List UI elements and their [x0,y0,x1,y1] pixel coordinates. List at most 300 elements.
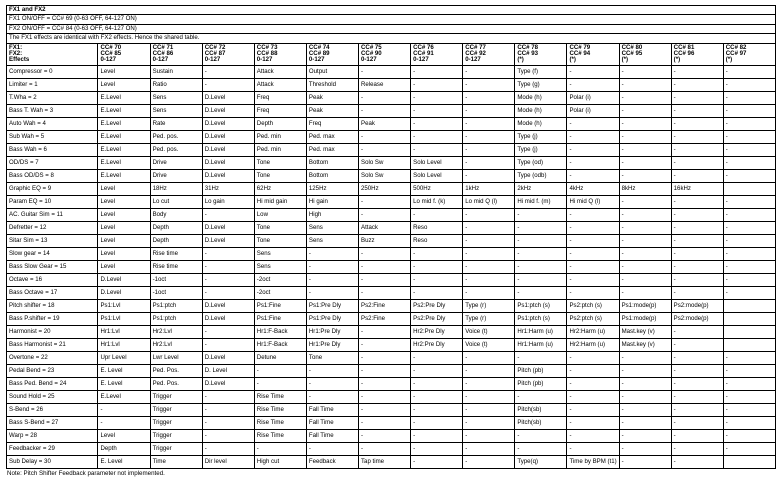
header-col-8 [515,43,567,65]
param-cell: - [202,273,254,286]
param-cell: - [619,143,671,156]
param-cell: - [723,377,775,390]
param-cell: Level [98,234,150,247]
param-cell: - [619,351,671,364]
param-cell: -2oct [254,273,306,286]
effect-name-cell: Bass OD/DS = 8 [7,169,98,182]
param-cell: 125Hz [306,182,358,195]
header-col-11-fx2: CC# 96 [673,49,695,57]
param-cell: 2kHz [515,182,567,195]
param-cell: - [671,260,723,273]
param-cell: - [671,65,723,78]
param-cell: Sustain [150,65,202,78]
param-cell: - [202,325,254,338]
param-cell: Ps1:ptch (s) [515,299,567,312]
header-col-2-fx2: CC# 87 [204,49,226,57]
param-cell: - [671,208,723,221]
table-row [7,182,776,195]
param-cell: - [671,247,723,260]
param-cell: Polar (i) [567,104,619,117]
param-cell: - [359,351,411,364]
param-cell: Threshold [306,78,358,91]
effect-name-cell: Feedbacker = 29 [7,442,98,455]
param-cell: Depth [150,221,202,234]
param-cell: - [671,351,723,364]
param-cell [723,325,775,338]
param-cell: - [411,208,463,221]
param-cell: Feedback [306,455,358,468]
param-cell: - [359,104,411,117]
param-cell: Type (r) [463,299,515,312]
param-cell: - [463,429,515,442]
param-cell: - [671,130,723,143]
param-cell: - [723,104,775,117]
param-cell: Trigger [150,390,202,403]
param-cell: Ps1:mode(p) [619,299,671,312]
param-cell: - [254,364,306,377]
param-cell: - [671,221,723,234]
header-col-6-range: 0-127 [413,56,429,64]
param-cell: Bottom [306,169,358,182]
param-cell: Hr2:Lvl [150,325,202,338]
param-cell: - [723,260,775,273]
param-cell: - [411,91,463,104]
param-cell: Level [98,195,150,208]
param-cell: - [671,403,723,416]
param-cell: - [202,429,254,442]
param-cell: - [463,234,515,247]
param-cell: - [463,65,515,78]
param-cell: Level [98,182,150,195]
param-cell: Sens [306,221,358,234]
param-cell: Hr1:F-Back [254,338,306,351]
param-cell: - [359,195,411,208]
param-cell: Level [98,260,150,273]
param-cell: Rise time [150,247,202,260]
param-cell: - [411,65,463,78]
param-cell: Type (g) [515,78,567,91]
param-cell: - [463,117,515,130]
param-cell: Body [150,208,202,221]
param-cell: - [463,208,515,221]
param-cell: - [411,273,463,286]
param-cell: - [359,91,411,104]
param-cell: - [671,169,723,182]
param-cell: - [723,429,775,442]
param-cell: - [567,403,619,416]
param-cell: Ps1:Lvl [98,299,150,312]
param-cell: D.Level [202,130,254,143]
param-cell: E. Level [98,364,150,377]
param-cell: 31Hz [202,182,254,195]
param-cell: Mode (h) [515,91,567,104]
header-col-5-range: 0-127 [361,56,377,64]
header-col-9-fx2: CC# 94 [569,49,591,57]
param-cell: - [619,273,671,286]
param-cell: - [306,260,358,273]
param-cell: Attack [359,221,411,234]
param-cell: - [306,377,358,390]
header-col-10-range: (*) [621,56,628,64]
param-cell: Level [98,208,150,221]
effect-name-cell: Slow gear = 14 [7,247,98,260]
param-cell: Ps1:Lvl [98,312,150,325]
param-cell: Rise Time [254,390,306,403]
effect-name-cell: Octave = 16 [7,273,98,286]
param-cell: Level [98,429,150,442]
param-cell: - [567,143,619,156]
param-cell: Detune [254,351,306,364]
param-cell: - [98,403,150,416]
table-row [7,390,776,403]
header-effects-label: Effects [9,56,30,64]
effect-name-cell: Bass Ped. Bend = 24 [7,377,98,390]
param-cell: Depth [150,234,202,247]
param-cell: - [671,195,723,208]
effect-name-cell: Compressor = 0 [7,65,98,78]
param-cell: - [515,221,567,234]
param-cell: Hr2:Harm (u) [567,325,619,338]
param-cell: Ped. max [306,143,358,156]
header-corner-cell [7,43,98,65]
param-cell: - [723,65,775,78]
effect-name-cell: Bass Octave = 17 [7,286,98,299]
param-cell: Fall Time [306,403,358,416]
param-cell: - [723,247,775,260]
param-cell: D.Level [202,312,254,325]
param-cell: Pitch(sb) [515,403,567,416]
param-cell: - [306,247,358,260]
header-col-6-fx2: CC# 91 [413,49,434,57]
param-cell: - [671,325,723,338]
param-cell: - [463,390,515,403]
param-cell: - [619,208,671,221]
header-col-6-fx1: CC# 76 [413,43,434,51]
param-cell: High [306,208,358,221]
param-cell: - [359,364,411,377]
header-col-10 [619,43,671,65]
param-cell: Solo Sw [359,156,411,169]
param-cell: Ps2:Pre Dly [411,312,463,325]
param-cell: - [463,442,515,455]
param-cell [723,455,775,468]
param-cell: - [463,273,515,286]
param-cell: Peak [306,91,358,104]
param-cell: - [515,273,567,286]
param-cell: - [463,260,515,273]
header-col-0-fx1: CC# 70 [100,43,122,51]
param-cell [723,299,775,312]
param-cell: - [671,390,723,403]
param-cell: - [619,91,671,104]
param-cell: Pitch (pb) [515,364,567,377]
param-cell: - [619,117,671,130]
param-cell: - [463,104,515,117]
param-cell: Level [98,78,150,91]
header-col-9 [567,43,619,65]
effect-name-cell: Bass Slow Gear = 15 [7,260,98,273]
param-cell: - [411,390,463,403]
table-row [7,117,776,130]
param-cell: - [567,130,619,143]
param-cell: Type(q) [515,455,567,468]
param-cell: Ps2:ptch (s) [567,299,619,312]
param-cell: - [411,403,463,416]
param-cell: Hi gain [306,195,358,208]
param-cell: Tone [306,351,358,364]
header-col-1-fx2: CC# 86 [152,49,174,57]
param-cell: - [202,78,254,91]
header-col-1 [150,43,202,65]
fx2-onoff-text: FX2 ON/OFF = CC# 84 (0-63 OFF, 64-127 ON) [7,24,776,33]
effect-name-cell: OD/DS = 7 [7,156,98,169]
table-row [7,312,776,325]
param-cell: D.Level [202,156,254,169]
param-cell: - [411,130,463,143]
param-cell: D.Level [98,286,150,299]
param-cell: Depth [98,442,150,455]
param-cell: Lwr Level [150,351,202,364]
table-row [7,78,776,91]
header-col-11 [671,43,723,65]
header-col-6 [411,43,463,65]
param-cell: - [723,195,775,208]
header-col-12-fx1: CC# 82 [725,43,747,51]
table-row [7,65,776,78]
param-cell: - [306,390,358,403]
param-cell: Ps1:Pre Dly [306,299,358,312]
param-cell: - [463,286,515,299]
param-cell: Sens [306,234,358,247]
param-cell: - [411,104,463,117]
param-cell: Hr1:Pre Dly [306,325,358,338]
param-cell: Type (odb) [515,169,567,182]
param-cell: Ped. max [306,130,358,143]
shared-table-note: The FX1 effects are identical with FX2 effects. Hence the shared table. [7,34,776,43]
header-col-12 [723,43,775,65]
param-cell: - [619,286,671,299]
table-row [7,143,776,156]
param-cell: - [463,416,515,429]
param-cell: - [306,364,358,377]
table-row [7,416,776,429]
param-cell: - [411,364,463,377]
header-col-10-fx1: CC# 80 [621,43,643,51]
param-cell: - [411,143,463,156]
param-cell: Drive [150,169,202,182]
fx-parameter-table [6,5,776,469]
param-cell: Rise time [150,260,202,273]
param-cell: - [671,78,723,91]
param-cell: Mast.key (v) [619,325,671,338]
param-cell: - [619,442,671,455]
param-cell: E.Level [98,130,150,143]
header-col-1-range: 0-127 [152,56,169,64]
param-cell: - [723,351,775,364]
effect-name-cell: Pitch shifter = 18 [7,299,98,312]
param-cell: Hi mid gain [254,195,306,208]
param-cell: - [619,429,671,442]
param-cell: Hr1:Harm (u) [515,325,567,338]
header-col-9-range: (*) [569,56,576,64]
param-cell: Fall Time [306,429,358,442]
param-cell: - [723,143,775,156]
effect-name-cell: Pedal Bend = 23 [7,364,98,377]
param-cell: Freq [306,117,358,130]
header-col-5 [359,43,411,65]
param-cell: - [202,247,254,260]
header-col-9-fx1: CC# 79 [569,43,591,51]
param-cell: - [619,195,671,208]
param-cell: E. Level [98,455,150,468]
param-cell: - [723,169,775,182]
param-cell: Tone [254,156,306,169]
subtitle-row-1 [7,15,776,24]
param-cell [723,182,775,195]
table-row [7,169,776,182]
param-cell: - [619,221,671,234]
param-cell: - [723,130,775,143]
param-cell: - [567,156,619,169]
param-cell: - [619,416,671,429]
param-cell: Sens [254,247,306,260]
param-cell: Hr1:Lvl [98,325,150,338]
param-cell: - [411,442,463,455]
param-cell: - [567,208,619,221]
param-cell: - [411,117,463,130]
param-cell: Mode (h) [515,117,567,130]
table-row [7,455,776,468]
table-row [7,299,776,312]
param-cell: D.Level [202,91,254,104]
param-cell: D.Level [202,104,254,117]
param-cell: - [359,65,411,78]
param-cell: Lo mid f. (k) [411,195,463,208]
header-col-5-fx2: CC# 90 [361,49,382,57]
header-col-11-fx1: CC# 81 [673,43,695,51]
param-cell: D.Level [202,143,254,156]
param-cell: - [671,429,723,442]
param-cell: - [515,351,567,364]
param-cell: - [671,273,723,286]
param-cell: Voice (t) [463,325,515,338]
header-col-7-fx1: CC# 77 [465,43,486,51]
param-cell: - [723,416,775,429]
param-cell: - [619,390,671,403]
param-cell: Ped. pos. [150,143,202,156]
table-row [7,429,776,442]
param-cell: - [671,364,723,377]
param-cell: - [567,117,619,130]
param-cell: - [619,377,671,390]
table-row [7,338,776,351]
param-cell: - [515,247,567,260]
param-cell: - [411,286,463,299]
header-fx2-label: FX2: [9,49,23,57]
param-cell: 16kHz [671,182,723,195]
param-cell: - [463,351,515,364]
param-cell: Reso [411,221,463,234]
param-cell: - [567,442,619,455]
param-cell: - [619,234,671,247]
param-cell: Ped. min [254,143,306,156]
subtitle-row-3 [7,34,776,43]
effect-name-cell: Auto Wah = 4 [7,117,98,130]
param-cell: - [202,403,254,416]
param-cell: - [723,117,775,130]
param-cell: - [359,143,411,156]
param-cell: D.Level [202,299,254,312]
param-cell: E.Level [98,156,150,169]
param-cell: - [463,403,515,416]
param-cell: Buzz [359,234,411,247]
param-cell: Sens [150,104,202,117]
param-cell: D.Level [202,169,254,182]
table-row [7,260,776,273]
param-cell: - [359,377,411,390]
header-col-3-fx1: CC# 73 [256,43,278,51]
param-cell: - [723,286,775,299]
param-cell: - [359,208,411,221]
param-cell: Type (f) [515,65,567,78]
param-cell: - [723,208,775,221]
effect-name-cell: Bass Wah = 6 [7,143,98,156]
param-cell: Hr2:Lvl [150,338,202,351]
param-cell: - [619,403,671,416]
param-cell: - [619,156,671,169]
param-cell: - [359,429,411,442]
table-row [7,195,776,208]
param-cell: - [463,156,515,169]
param-cell: 62Hz [254,182,306,195]
param-cell: - [306,273,358,286]
param-cell: - [567,65,619,78]
param-cell: Fall Time [306,416,358,429]
param-cell: Mode (h) [515,104,567,117]
param-cell: Drive [150,156,202,169]
param-cell: - [723,78,775,91]
table-row [7,325,776,338]
table-row [7,221,776,234]
param-cell: - [359,442,411,455]
param-cell: Ps1:Fine [254,299,306,312]
param-cell: Level [98,221,150,234]
table-row [7,286,776,299]
param-cell: - [359,416,411,429]
table-row [7,403,776,416]
param-cell: Dir level [202,455,254,468]
param-cell: - [463,377,515,390]
param-cell: Hr2:Harm (u) [567,338,619,351]
table-row [7,364,776,377]
param-cell: 500Hz [411,182,463,195]
param-cell: - [463,91,515,104]
param-cell: Rate [150,117,202,130]
header-col-7 [463,43,515,65]
param-cell: - [202,442,254,455]
param-cell: E.Level [98,104,150,117]
param-cell: - [463,455,515,468]
param-cell: Ps1:mode(p) [619,312,671,325]
param-cell: 18Hz [150,182,202,195]
param-cell: - [671,286,723,299]
param-cell: Ps2:Fine [359,312,411,325]
param-cell: - [463,130,515,143]
param-cell: Trigger [150,442,202,455]
param-cell: Trigger [150,416,202,429]
header-col-2-fx1: CC# 72 [204,43,226,51]
header-col-10-fx2: CC# 95 [621,49,643,57]
